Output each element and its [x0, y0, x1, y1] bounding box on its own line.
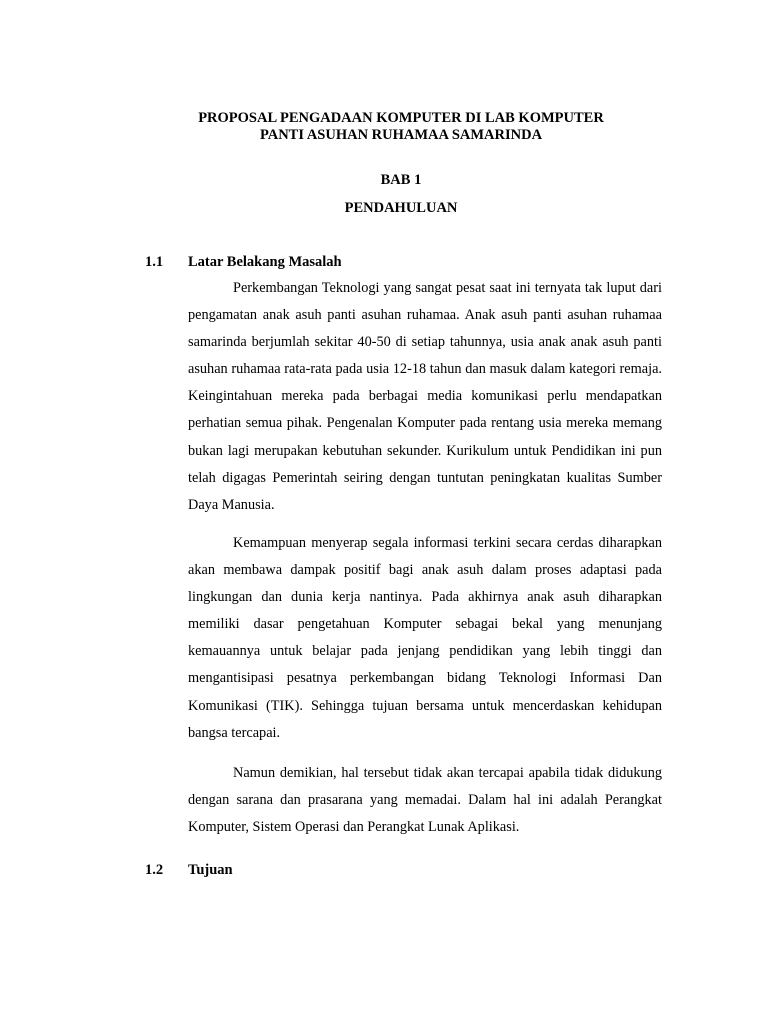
chapter-number: BAB 1: [380, 172, 422, 188]
chapter-title: PENDAHULUAN: [344, 200, 458, 216]
paragraph: Kemampuan menyerap segala informasi terkini secara cerdas diharapkan akan membawa dampak positif bagi anak asuh dalam proses adaptasi pada lingkungan dan dunia kerja nantinya. Pada akhirnya anak asuh diharapkan memiliki dasar pengetahuan Komputer sebagai bekal yang menunjang kemauannya untuk belajar pada jenjang pendidikan yang lebih tinggi dan mengantisipasi pesatnya perkembangan bidang Teknologi Informasi Dan Komunikasi (TIK). Sehingga tujuan bersama untuk mencerdaskan kehidupan bangsa tercapai.: [188, 535, 662, 741]
document-title-line-2: PANTI ASUHAN RUHAMAA SAMARINDA: [259, 127, 543, 143]
section-number: 1.1: [145, 254, 164, 270]
paragraph: Perkembangan Teknologi yang sangat pesat saat ini ternyata tak luput dari pengamatan anak asuh panti asuhan ruhamaa. Anak asuh panti asuhan ruhamaa samarinda berjumlah sekitar 40-50 di setiap tahunnya, usia anak anak asuh panti asuhan ruhamaa rata-rata pada usia 12-18 tahun dan masuk dalam kategori remaja. Keingintahuan mereka pada berbagai media komunikasi perlu mendapatkan perhatian semua pihak. Pengenalan Komputer pada rentang usia mereka memang bukan lagi merupakan kebutuhan sekunder. Kurikulum untuk Pendidikan ini pun telah digagas Pemerintah seiring dengan tuntutan peningkatan kualitas Sumber Daya Manusia.: [188, 280, 662, 513]
section-title: Latar Belakang Masalah: [188, 254, 342, 270]
document-title-line-1: PROPOSAL PENGADAAN KOMPUTER DI LAB KOMPUTER: [198, 110, 604, 126]
paragraph: Namun demikian, hal tersebut tidak akan tercapai apabila tidak didukung dengan sarana dan prasarana yang memadai. Dalam hal ini adalah Perangkat Komputer, Sistem Operasi dan Perangkat Lunak Aplikasi.: [188, 765, 662, 836]
section-number: 1.2: [145, 862, 164, 878]
section-title: Tujuan: [188, 862, 233, 878]
